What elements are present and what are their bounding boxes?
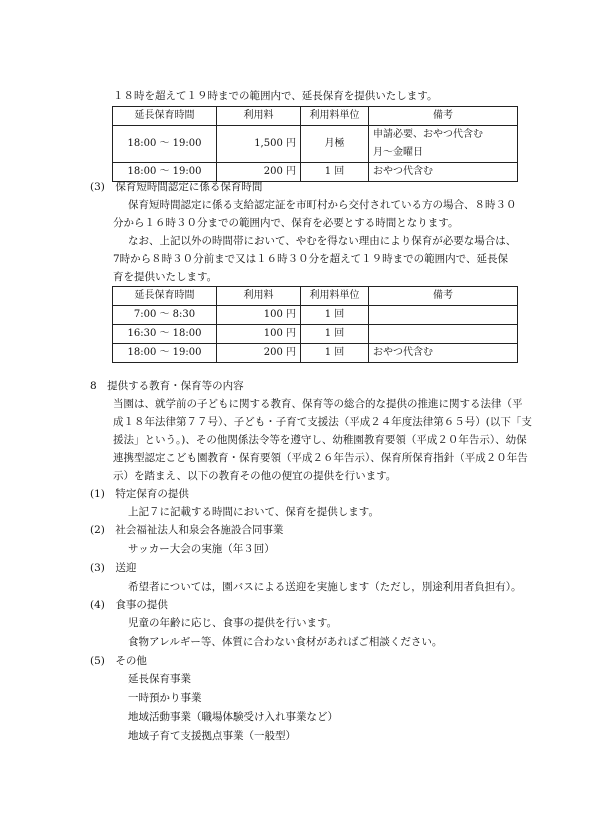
section-8-text: 当園は、就学前の子どもに関する教育、保育等の総合的な提供の推進に関する法律（平 <box>113 398 523 410</box>
item-5-text: 一時預かり事業 <box>128 692 202 704</box>
section-3-text: 育を提供いたします。 <box>113 271 218 283</box>
unit-cell: 1 回 <box>301 163 369 182</box>
table-header-row <box>113 107 518 126</box>
item-5-text: 地域活動事業（職場体験受け入れ事業など） <box>128 711 338 723</box>
time-cell: 7:00 ～ 8:30 <box>113 306 217 325</box>
item-4-heading: (4) 食事の提供 <box>90 599 168 611</box>
time-cell: 16:30 ～ 18:00 <box>113 325 217 344</box>
table-row <box>113 163 518 182</box>
time-cell: 18:00 ～ 19:00 <box>113 344 217 363</box>
note-cell <box>369 325 518 344</box>
item-3-heading: (3) 送迎 <box>90 562 137 574</box>
section-8-heading: 8 提供する教育・保育等の内容 <box>90 380 244 392</box>
section-3-text: 7時から８時３０分前まで又は１６時３０分を超えて１９時までの範囲内で、延長保 <box>113 253 508 265</box>
item-1-text: 上記７に記載する時間において、保育を提供します。 <box>128 506 379 518</box>
note-line: 月～金曜日 <box>373 147 423 158</box>
intro-text: １８時を超えて１９時までの範囲内で、延長保育を提供いたします。 <box>113 90 438 102</box>
table-row <box>113 306 518 325</box>
section-3-text: 分から１６時３０分までの範囲内で、保育を必要とする時間となります。 <box>113 217 459 229</box>
table-row <box>113 126 518 163</box>
note-line: 申請必要、おやつ代含む <box>373 129 483 140</box>
item-4-text: 児童の年齢に応じ、食事の提供を行います。 <box>128 617 338 629</box>
section-3-text: 保育短時間認定に係る支給認定証を市町村から交付されている方の場合、８時３０ <box>128 199 517 211</box>
time-cell: 18:00 ～ 19:00 <box>113 126 217 163</box>
fee-cell: 1,500 円 <box>217 126 301 163</box>
unit-cell: 1 回 <box>301 325 369 344</box>
item-3-text: 希望者については，園バスによる送迎を実施します（ただし，別途利用者負担有）。 <box>128 581 522 593</box>
unit-cell: 月極 <box>301 126 369 163</box>
note-cell <box>369 306 518 325</box>
header-fee: 利用料 <box>217 287 301 306</box>
section-3-text: なお、上記以外の時間帯において、やむを得ない理由により保育が必要な場合は、 <box>128 235 517 247</box>
item-2-heading: (2) 社会福祉法人和泉会各施設合同事業 <box>90 524 284 536</box>
extended-care-table-1 <box>112 106 518 182</box>
section-8-text: 連携型認定こども園教育・保育要領（平成２６年告示）、保育所保育指針（平成２０年告 <box>113 452 528 464</box>
extended-care-table-2 <box>112 286 518 363</box>
unit-cell: 1 回 <box>301 344 369 363</box>
section-8-text: 援法」という。)、その他関係法令等を遵守し、幼稚園教育要領（平成２０年告示）、幼保 <box>113 434 527 446</box>
section-8-text: 成１８年法律第７７号）、子ども・子育て支援法（平成２４年度法律第６５号）(以下「支 <box>113 416 532 428</box>
header-time: 延長保育時間 <box>113 107 217 126</box>
table-row <box>113 325 518 344</box>
table-header-row <box>113 287 518 306</box>
header-unit: 利用料単位 <box>301 107 369 126</box>
item-2-text: サッカー大会の実施（年３回） <box>128 543 275 555</box>
time-cell: 18:00 ～ 19:00 <box>113 163 217 182</box>
note-cell <box>369 126 518 163</box>
header-time: 延長保育時間 <box>113 287 217 306</box>
fee-cell: 200 円 <box>217 163 301 182</box>
item-5-text: 地域子育て支援拠点事業（一般型） <box>128 730 296 742</box>
section-8-text: 示）を踏まえ、以下の教育その他の便宜の提供を行います。 <box>113 470 397 482</box>
fee-cell: 100 円 <box>217 325 301 344</box>
item-1-heading: (1) 特定保育の提供 <box>90 488 189 500</box>
header-unit: 利用料単位 <box>301 287 369 306</box>
header-note: 備考 <box>369 287 518 306</box>
item-4-text: 食物アレルギー等、体質に合わない食材があればご相談ください。 <box>128 636 443 648</box>
note-cell: おやつ代含む <box>369 163 518 182</box>
header-fee: 利用料 <box>217 107 301 126</box>
table-row <box>113 344 518 363</box>
header-note: 備考 <box>369 107 518 126</box>
unit-cell: 1 回 <box>301 306 369 325</box>
section-3-heading: (3) 保育短時間認定に係る保育時間 <box>90 181 263 193</box>
fee-cell: 100 円 <box>217 306 301 325</box>
item-5-text: 延長保育事業 <box>128 673 191 685</box>
item-5-heading: (5) その他 <box>90 655 147 667</box>
note-cell: おやつ代含む <box>369 344 518 363</box>
fee-cell: 200 円 <box>217 344 301 363</box>
